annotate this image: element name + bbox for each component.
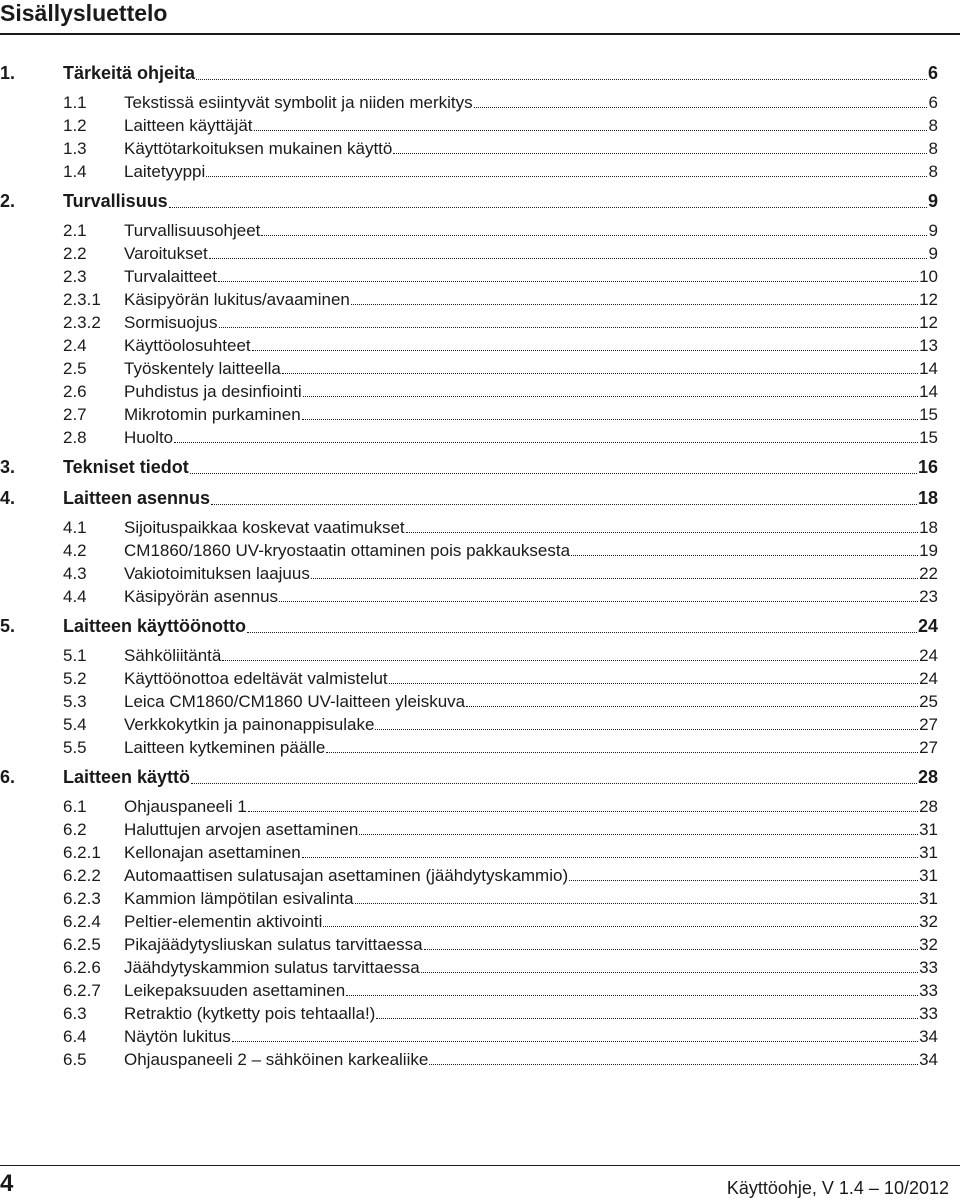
toc-entry-title: Ohjauspaneeli 1	[124, 797, 247, 816]
toc-entry-line	[124, 585, 938, 608]
toc-entry-line	[124, 160, 938, 183]
toc-entry-number: 2.8	[63, 428, 87, 447]
toc-entry-page: 6	[928, 93, 938, 112]
toc-leader-dots	[393, 152, 927, 154]
toc-entry-title: Käyttöönottoa edeltävät valmistelut	[124, 669, 388, 688]
toc-entry-line	[124, 91, 938, 114]
toc-entry[interactable]	[0, 137, 960, 160]
toc-entry-title: Laitetyyppi	[124, 162, 206, 181]
toc-entry-title: Käsipyörän lukitus/avaaminen	[124, 290, 350, 309]
toc-leader-dots	[375, 728, 918, 730]
toc-entry-line	[124, 979, 938, 1002]
toc-entry[interactable]	[0, 841, 960, 864]
toc-leader-dots	[302, 418, 918, 420]
toc-leader-dots	[261, 234, 927, 236]
toc-entry-number: 4.1	[63, 518, 87, 537]
toc-entry-line	[124, 910, 938, 933]
toc-entry-title: Ohjauspaneeli 2 – sähköinen karkealiike	[124, 1050, 429, 1069]
toc-entry-title: Turvalaitteet	[124, 267, 217, 286]
toc-entry-number: 6.1	[63, 797, 87, 816]
toc-entry-line	[63, 188, 938, 214]
toc-entry-page: 31	[919, 866, 938, 885]
toc-entry-title: Vakiotoimituksen laajuus	[124, 564, 310, 583]
toc-leader-dots	[323, 925, 918, 927]
toc-leader-dots	[219, 326, 919, 328]
toc-leader-dots	[569, 879, 918, 881]
toc-entry-page: 6	[927, 63, 938, 83]
toc-leader-dots	[571, 554, 918, 556]
toc-leader-dots	[279, 600, 918, 602]
toc-entry-title: Laitteen asennus	[63, 488, 211, 508]
toc-entry-title: Käyttötarkoituksen mukainen käyttö	[124, 139, 393, 158]
toc-entry-title: Tekstissä esiintyvät symbolit ja niiden merkitys	[124, 93, 473, 112]
toc-entry-title: Pikajäädytysliuskan sulatus tarvittaessa	[124, 935, 423, 954]
toc-entry-title: Laitteen käyttöönotto	[63, 616, 246, 636]
toc-entry-line	[124, 933, 938, 956]
toc-entry-line	[124, 690, 938, 713]
toc-entry-number: 6.3	[63, 1004, 87, 1023]
toc-entry-page: 34	[919, 1050, 938, 1069]
toc-leader-dots	[424, 948, 918, 950]
toc-entry-line	[124, 1048, 938, 1071]
toc-entry-line	[124, 242, 938, 265]
toc-entry-line	[124, 265, 938, 288]
toc-entry[interactable]	[0, 956, 960, 979]
toc-entry[interactable]	[0, 910, 960, 933]
toc-entry[interactable]	[0, 60, 960, 86]
toc-entry-title: Näytön lukitus	[124, 1027, 231, 1046]
toc-entry-line	[63, 764, 938, 790]
toc-entry-number: 2.4	[63, 336, 87, 355]
toc-leader-dots	[174, 441, 918, 443]
toc-entry-page: 31	[919, 889, 938, 908]
toc-entry[interactable]	[0, 562, 960, 585]
toc-entry-page: 31	[919, 843, 938, 862]
toc-entry-number: 2.3	[63, 267, 87, 286]
toc-entry-number: 6.4	[63, 1027, 87, 1046]
toc-entry-line	[124, 114, 938, 137]
toc-entry-page: 27	[919, 738, 938, 757]
toc-entry[interactable]	[0, 613, 960, 639]
toc-entry[interactable]	[0, 380, 960, 403]
toc-entry[interactable]	[0, 160, 960, 183]
toc-entry-number: 5.1	[63, 646, 87, 665]
toc-entry-line	[124, 887, 938, 910]
toc-entry-number: 2.	[0, 191, 16, 211]
toc-entry-title: Haluttujen arvojen asettaminen	[124, 820, 359, 839]
toc-entry[interactable]	[0, 713, 960, 736]
toc-entry[interactable]	[0, 644, 960, 667]
table-of-contents	[0, 60, 960, 1071]
toc-entry-page: 12	[919, 313, 938, 332]
toc-entry-number: 6.2.5	[63, 935, 101, 954]
toc-entry-line	[124, 864, 938, 887]
toc-entry-number: 6.	[0, 767, 16, 787]
toc-entry[interactable]	[0, 403, 960, 426]
toc-entry-title: Sijoituspaikkaa koskevat vaatimukset	[124, 518, 405, 537]
toc-entry-number: 2.3.2	[63, 313, 101, 332]
toc-entry-title: Varoitukset	[124, 244, 208, 263]
toc-entry[interactable]	[0, 1025, 960, 1048]
toc-entry-line	[124, 713, 938, 736]
toc-entry-title: Laitteen kytkeminen päälle	[124, 738, 326, 757]
toc-entry-line	[63, 485, 938, 511]
toc-entry[interactable]	[0, 667, 960, 690]
toc-entry-line	[124, 562, 938, 585]
toc-entry-line	[124, 137, 938, 160]
toc-entry-page: 9	[928, 244, 938, 263]
toc-entry-number: 2.6	[63, 382, 87, 401]
toc-leader-dots	[311, 577, 918, 579]
toc-entry[interactable]	[0, 219, 960, 242]
toc-entry-line	[124, 818, 938, 841]
toc-entry-line	[124, 357, 938, 380]
toc-entry-number: 1.3	[63, 139, 87, 158]
toc-entry-number: 5.3	[63, 692, 87, 711]
toc-entry-line	[124, 426, 938, 449]
toc-leader-dots	[248, 810, 918, 812]
toc-entry-page: 28	[919, 797, 938, 816]
toc-entry-page: 16	[917, 457, 938, 477]
toc-entry-title: Automaattisen sulatusajan asettaminen (jäähdytyskammio)	[124, 866, 569, 885]
toc-entry-page: 32	[919, 912, 938, 931]
toc-entry-title: Huolto	[124, 428, 174, 447]
toc-entry-page: 18	[917, 488, 938, 508]
toc-entry[interactable]	[0, 539, 960, 562]
title-divider	[0, 33, 960, 35]
toc-entry-number: 4.3	[63, 564, 87, 583]
toc-entry-number: 5.2	[63, 669, 87, 688]
toc-entry-title: Retraktio (kytketty pois tehtaalla!)	[124, 1004, 376, 1023]
toc-entry[interactable]	[0, 818, 960, 841]
toc-entry[interactable]	[0, 265, 960, 288]
toc-entry-page: 19	[919, 541, 938, 560]
toc-entry-line	[124, 380, 938, 403]
toc-leader-dots	[209, 257, 927, 259]
toc-entry-page: 8	[928, 162, 938, 181]
toc-entry-title: Tärkeitä ohjeita	[63, 63, 196, 83]
toc-entry-page: 24	[917, 616, 938, 636]
toc-entry-page: 24	[919, 669, 938, 688]
toc-leader-dots	[254, 129, 927, 131]
toc-entry[interactable]	[0, 690, 960, 713]
toc-leader-dots	[466, 705, 918, 707]
toc-leader-dots	[252, 349, 918, 351]
toc-entry-page: 33	[919, 1004, 938, 1023]
toc-entry-title: Sähköliitäntä	[124, 646, 222, 665]
toc-leader-dots	[218, 280, 918, 282]
toc-entry[interactable]	[0, 334, 960, 357]
toc-leader-dots	[376, 1017, 918, 1019]
toc-entry-number: 6.2.1	[63, 843, 101, 862]
toc-leader-dots	[421, 971, 918, 973]
toc-entry-title: Leikepaksuuden asettaminen	[124, 981, 346, 1000]
toc-entry-line	[124, 1002, 938, 1025]
toc-entry-page: 13	[919, 336, 938, 355]
toc-entry-title: Käsipyörän asennus	[124, 587, 279, 606]
toc-entry-page: 9	[928, 221, 938, 240]
toc-entry-page: 8	[928, 116, 938, 135]
toc-entry[interactable]	[0, 864, 960, 887]
toc-entry-page: 10	[919, 267, 938, 286]
toc-entry-title: Peltier-elementin aktivointi	[124, 912, 323, 931]
toc-leader-dots	[389, 682, 918, 684]
toc-entry-page: 9	[927, 191, 938, 211]
toc-entry-number: 6.2.7	[63, 981, 101, 1000]
toc-entry[interactable]	[0, 516, 960, 539]
toc-entry-line	[124, 288, 938, 311]
toc-entry[interactable]	[0, 242, 960, 265]
toc-entry-title: Puhdistus ja desinfiointi	[124, 382, 302, 401]
toc-leader-dots	[206, 175, 927, 177]
toc-entry-number: 4.2	[63, 541, 87, 560]
toc-entry[interactable]	[0, 795, 960, 818]
toc-entry-number: 6.5	[63, 1050, 87, 1069]
toc-entry-number: 2.2	[63, 244, 87, 263]
toc-leader-dots	[406, 531, 918, 533]
toc-leader-dots	[429, 1063, 918, 1065]
toc-entry-number: 6.2.2	[63, 866, 101, 885]
toc-entry[interactable]	[0, 357, 960, 380]
toc-entry-line	[124, 311, 938, 334]
toc-leader-dots	[211, 503, 917, 505]
toc-leader-dots	[346, 994, 918, 996]
toc-entry-page: 8	[928, 139, 938, 158]
toc-entry[interactable]	[0, 764, 960, 790]
toc-entry-line	[124, 956, 938, 979]
toc-entry-page: 27	[919, 715, 938, 734]
toc-entry-page: 25	[919, 692, 938, 711]
toc-entry[interactable]	[0, 933, 960, 956]
toc-entry-line	[124, 795, 938, 818]
toc-entry-title: Leica CM1860/CM1860 UV-laitteen yleiskuva	[124, 692, 466, 711]
toc-entry[interactable]	[0, 288, 960, 311]
toc-entry-line	[63, 60, 938, 86]
toc-entry-line	[63, 454, 938, 480]
toc-entry-number: 2.3.1	[63, 290, 101, 309]
toc-entry-number: 5.5	[63, 738, 87, 757]
toc-leader-dots	[355, 902, 918, 904]
toc-entry-page: 33	[919, 981, 938, 1000]
toc-entry-line	[124, 403, 938, 426]
toc-entry-title: Mikrotomin purkaminen	[124, 405, 301, 424]
toc-entry-page: 31	[919, 820, 938, 839]
toc-entry-number: 6.2	[63, 820, 87, 839]
toc-leader-dots	[303, 395, 918, 397]
toc-entry[interactable]	[0, 736, 960, 759]
toc-entry-number: 1.4	[63, 162, 87, 181]
toc-entry[interactable]	[0, 585, 960, 608]
toc-entry-page: 14	[919, 359, 938, 378]
toc-entry-line	[124, 841, 938, 864]
toc-leader-dots	[169, 206, 927, 208]
page-title: Sisällysluettelo	[0, 0, 168, 26]
toc-entry-page: 15	[919, 405, 938, 424]
toc-entry-line	[124, 516, 938, 539]
toc-entry-title: Jäähdytyskammion sulatus tarvittaessa	[124, 958, 420, 977]
toc-entry[interactable]	[0, 454, 960, 480]
toc-entry-title: Laitteen käyttäjät	[124, 116, 253, 135]
toc-entry[interactable]	[0, 426, 960, 449]
toc-entry-page: 22	[919, 564, 938, 583]
toc-entry-number: 1.1	[63, 93, 87, 112]
toc-entry-number: 2.1	[63, 221, 87, 240]
footer-document-info: Käyttöohje, V 1.4 – 10/2012	[726, 1178, 949, 1198]
toc-entry-page: 18	[919, 518, 938, 537]
toc-entry-number: 2.7	[63, 405, 87, 424]
toc-entry[interactable]	[0, 485, 960, 511]
toc-entry-title: Laitteen käyttö	[63, 767, 191, 787]
toc-entry-title: Turvallisuusohjeet	[124, 221, 261, 240]
toc-entry-number: 4.	[0, 488, 16, 508]
toc-entry-title: Kammion lämpötilan esivalinta	[124, 889, 354, 908]
toc-entry-page: 12	[919, 290, 938, 309]
toc-entry-title: Tekniset tiedot	[63, 457, 189, 477]
toc-leader-dots	[326, 751, 918, 753]
toc-entry-line	[124, 644, 938, 667]
toc-leader-dots	[222, 659, 918, 661]
toc-entry-number: 2.5	[63, 359, 87, 378]
toc-entry-number: 5.4	[63, 715, 87, 734]
toc-leader-dots	[232, 1040, 918, 1042]
toc-entry-page: 34	[919, 1027, 938, 1046]
toc-entry-number: 4.4	[63, 587, 87, 606]
toc-leader-dots	[196, 78, 927, 80]
toc-entry[interactable]	[0, 188, 960, 214]
toc-entry-line	[124, 334, 938, 357]
toc-entry-page: 28	[917, 767, 938, 787]
toc-leader-dots	[191, 782, 917, 784]
toc-entry-number: 6.2.3	[63, 889, 101, 908]
toc-entry-line	[124, 1025, 938, 1048]
toc-entry-title: Turvallisuus	[63, 191, 168, 211]
toc-entry-line	[63, 613, 938, 639]
toc-entry-title: Käyttöolosuhteet	[124, 336, 251, 355]
toc-leader-dots	[474, 106, 927, 108]
toc-entry[interactable]	[0, 114, 960, 137]
toc-entry-number: 6.2.4	[63, 912, 101, 931]
toc-entry-page: 32	[919, 935, 938, 954]
toc-leader-dots	[302, 856, 918, 858]
footer-page-number: 4	[0, 1170, 14, 1197]
toc-entry[interactable]	[0, 1048, 960, 1071]
toc-entry-page: 14	[919, 382, 938, 401]
toc-entry-page: 24	[919, 646, 938, 665]
toc-leader-dots	[359, 833, 918, 835]
toc-entry-number: 5.	[0, 616, 16, 636]
footer-divider	[0, 1165, 960, 1166]
toc-entry-line	[124, 539, 938, 562]
toc-leader-dots	[247, 631, 917, 633]
toc-entry-title: Kellonajan asettaminen	[124, 843, 301, 862]
toc-entry[interactable]	[0, 311, 960, 334]
toc-entry-title: Verkkokytkin ja painonappisulake	[124, 715, 375, 734]
toc-entry-title: CM1860/1860 UV-kryostaatin ottaminen pois pakkauksesta	[124, 541, 571, 560]
toc-entry-number: 1.	[0, 63, 16, 83]
toc-entry-page: 23	[919, 587, 938, 606]
toc-entry-line	[124, 736, 938, 759]
toc-leader-dots	[351, 303, 918, 305]
toc-leader-dots	[282, 372, 918, 374]
toc-entry-line	[124, 667, 938, 690]
toc-entry-title: Sormisuojus	[124, 313, 218, 332]
toc-entry[interactable]	[0, 91, 960, 114]
toc-leader-dots	[190, 472, 917, 474]
toc-entry-line	[124, 219, 938, 242]
toc-entry-number: 6.2.6	[63, 958, 101, 977]
toc-entry-page: 33	[919, 958, 938, 977]
toc-entry-title: Työskentely laitteella	[124, 359, 281, 378]
toc-entry[interactable]	[0, 887, 960, 910]
toc-entry[interactable]	[0, 1002, 960, 1025]
toc-entry-page: 15	[919, 428, 938, 447]
toc-entry[interactable]	[0, 979, 960, 1002]
toc-entry-number: 1.2	[63, 116, 87, 135]
toc-entry-number: 3.	[0, 457, 16, 477]
